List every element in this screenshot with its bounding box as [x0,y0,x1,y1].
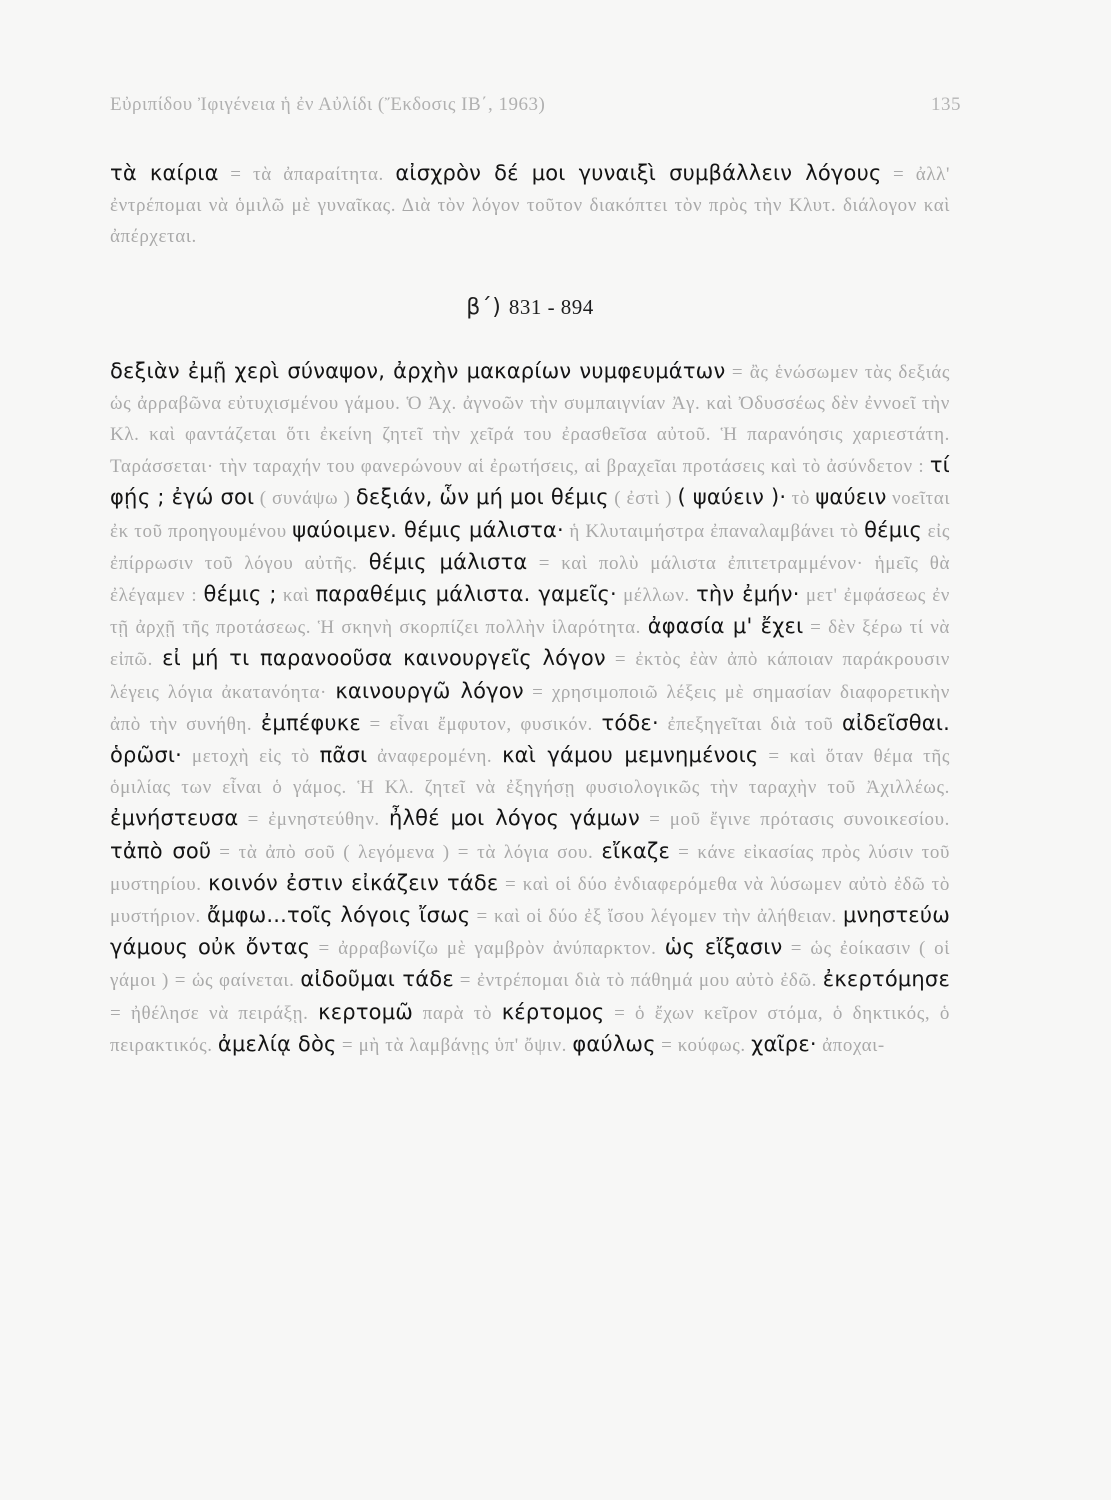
gloss-text: τὸ [786,488,816,510]
lemma-text: ψαύοιμεν. θέμις μάλιστα· [292,517,564,542]
gloss-text: = δὲν ξέρω τί νὰ εἰπῶ. [110,617,950,671]
gloss-text: μέλλων. [616,585,697,607]
gloss-text: = ἀρραβωνίζω μὲ γαμβρὸν ἀνύπαρκτον. [310,938,665,960]
lemma-text: πᾶσι [319,743,368,768]
lemma-text: δεξιὰν ἐμῇ χερὶ σύναψον, ἀρχὴν μακαρίων νυμφευμάτων [110,358,726,383]
lemma-text: ἄμφω...τοῖς λόγοις ἴσως [206,903,471,928]
lemma-text: καινουργῶ λόγον [335,678,524,703]
gloss-text: = τὰ ἀπὸ σοῦ ( λεγόμενα ) = τὰ λόγια σου. [211,841,602,863]
gloss-text: ἡ Κλυταιμήστρα ἐπαναλαμβάνει τὸ [563,520,865,542]
gloss-text: = ἐμνηστεύθην. [238,809,390,831]
gloss-text: = μοῦ ἔγινε πρότασις συνοικεσίου. [639,809,950,831]
gloss-text: ἐπεξηγεῖται διὰ τοῦ [658,713,842,735]
lemma-text: ( ψαύειν )· [677,485,787,510]
section-heading [110,295,950,320]
commentary-text [110,158,950,1061]
lemma-text: τἀπὸ σοῦ [110,838,212,863]
running-head [110,94,961,116]
page-number: 135 [931,94,961,115]
gloss-text: = καὶ οἱ δύο ἐνδιαφερόμεθα νὰ λύσωμεν αὐτὸ ἐδῶ τὸ μυστήριον. [110,873,950,928]
gloss-text: = καὶ οἱ δύο ἐξ ἴσου λέγομεν τὴν ἀλήθειαν. [470,906,843,928]
gloss-text: = ἐντρέπομαι διὰ τὸ πάθημά μου αὐτὸ ἐδῶ. [453,970,823,992]
lemma-text: αἰδεῖσθαι. ὁρῶσι· [110,710,951,768]
lemma-text: παραθέμις μάλιστα. γαμεῖς· [315,582,617,607]
gloss-text: = ὁ ἔχων κεῖρον στόμα, ὁ δηκτικός, ὁ πειρακτικός. [110,1002,950,1056]
gloss-text: = ἂς ἑνώσωμεν τὰς δεξιάς ὡς ἀρραβῶνα εὐτυχισμένου γάμου. Ὁ Ἀχ. ἀγνοῶν τὴν συμπαιγνίαν Ἀγ. καὶ Ὀδυσσέως δὲν ἐννοεῖ τὴν Κλ. καὶ φαντάζεται ὅτι ἐκείνη ζητεῖ τὴν χεῖρά του ἐρασθεῖσα αὐτοῦ. Ἡ παρανόησις χαριεστάτη. Ταράσσεται· τὴν ταραχήν του φανερώνουν αἱ ἐρωτήσεις, αἱ βραχεῖαι προτάσεις καὶ τὸ ἀσύνδετον : [110,361,950,478]
gloss-text: ( ἐστὶ ) [608,488,678,510]
gloss-text: = ἐκτὸς ἐὰν ἀπὸ κάποιαν παράκρουσιν λέγεις λόγια ἀκατανόητα· [110,649,950,703]
gloss-text: = καὶ ὅταν θέμα τῆς ὁμιλίας των εἶναι ὁ γάμος. Ἡ Κλ. ζητεῖ νὰ ἐξηγήσῃ φυσιολογικῶς τὴν ταραχὴν τοῦ Ἀχιλλέως. [110,746,951,799]
gloss-text: = εἶναι ἔμφυτον, φυσικόν. [360,713,602,735]
lemma-text: χαῖρε· [751,1031,817,1056]
gloss-text: = καὶ πολὺ μάλιστα ἐπιτετραμμένον· ἡμεῖς θὰ ἐλέγαμεν : [110,552,950,607]
lemma-text: εἴκαζε [601,838,671,863]
lemma-text: φαύλως [572,1031,656,1056]
gloss-text: = κούφως. [655,1034,752,1056]
lemma-text: ὡς εἴξασιν [664,935,783,960]
lemma-text: εἰ μή τι παρανοοῦσα καινουργεῖς λόγον [162,646,606,671]
gloss-text: καὶ [276,585,316,607]
section-label: β΄) [466,294,502,320]
running-head-title: Εὐριπίδου Ἰφιγένεια ἡ ἐν Αὐλίδι (Ἔκδοσις ΙΒ΄, 1963) [110,94,546,115]
section-range: 831 - 894 [508,294,594,319]
gloss-text: = χρησιμοποιῶ λέξεις μὲ σημασίαν διαφορετικὴν ἀπὸ τὴν συνήθη. [110,681,950,735]
gloss-text: = κάνε εἰκασίας πρὸς λύσιν τοῦ μυστηρίου. [110,841,950,895]
lemma-text: τὰ καίρια [110,161,219,185]
gloss-text: μετ' ἐμφάσεως ἐν τῇ ἀρχῇ τῆς προτάσεως. Ἡ σκηνὴ σκορπίζει πολλὴν ἱλαρότητα. [110,585,950,639]
paragraph-2 [110,356,950,1061]
lemma-text: τόδε· [601,710,659,735]
lemma-text: τί φῄς ; ἐγώ σοι [110,453,950,510]
lemma-text: θέμις μάλιστα [368,549,528,574]
lemma-text: τὴν ἐμήν· [696,582,800,607]
lemma-text: θέμις ; [203,582,277,607]
gloss-text: = ἀλλ' ἐντρέπομαι νὰ ὁμιλῶ μὲ γυναῖκας. Διὰ τὸν λόγον τοῦτον διακόπτει τὸν πρὸς τὴν Κλυτ. διάλογον καὶ ἀπέρχεται. [110,164,950,248]
lemma-text: θέμις [864,517,923,542]
gloss-text: = τὰ ἀπαραίτητα. [218,164,396,185]
lemma-text: ἀφασία μ' ἔχει [647,614,804,639]
gloss-text: = μὴ τὰ λαμβάνῃς ὑπ' ὄψιν. [336,1034,573,1056]
gloss-text: εἰς ἐπίρρωσιν τοῦ λόγου αὐτῆς. [110,520,951,574]
paragraph-1 [110,158,950,253]
gloss-text: παρὰ τὸ [413,1002,502,1024]
gloss-text: ( συνάψω ) [254,488,356,510]
lemma-text: ψαύειν [815,485,887,510]
lemma-text: δεξιάν, ὧν μή μοι θέμις [355,485,609,510]
gloss-text: ἀναφερομένη. [367,746,503,768]
lemma-text: αἰδοῦμαι τάδε [300,967,454,992]
lemma-text: ἐμπέφυκε [260,710,361,735]
lemma-text: ἐμνήστευσα [110,806,239,831]
gloss-text: νοεῖται ἐκ τοῦ προηγουμένου [110,488,951,542]
gloss-text: μετοχὴ εἰς τὸ [182,746,320,768]
gloss-text: = ἠθέλησε νὰ πειράξῃ. [110,1002,319,1024]
gloss-text: ἀποχαι- [816,1034,885,1056]
lemma-text: κοινόν ἐστιν εἰκάζειν τάδε [208,870,499,895]
lemma-text: ἦλθέ μοι λόγος γάμων [389,806,640,831]
lemma-text: κερτομῶ [318,999,414,1024]
gloss-text: = ὡς ἐοίκασιν ( οἱ γάμοι ) = ὡς φαίνεται. [110,938,950,992]
lemma-text: καὶ γάμου μεμνημένοις [502,743,759,768]
lemma-text: μνηστεύω γάμους οὐκ ὄντας [110,903,950,960]
lemma-text: ἀμελίᾳ δὸς [217,1031,337,1056]
lemma-text: κέρτομος [501,999,605,1024]
lemma-text: αἰσχρὸν δέ μοι γυναιξὶ συμβάλλειν λόγους [395,161,882,185]
lemma-text: ἐκερτόμησε [822,967,950,992]
